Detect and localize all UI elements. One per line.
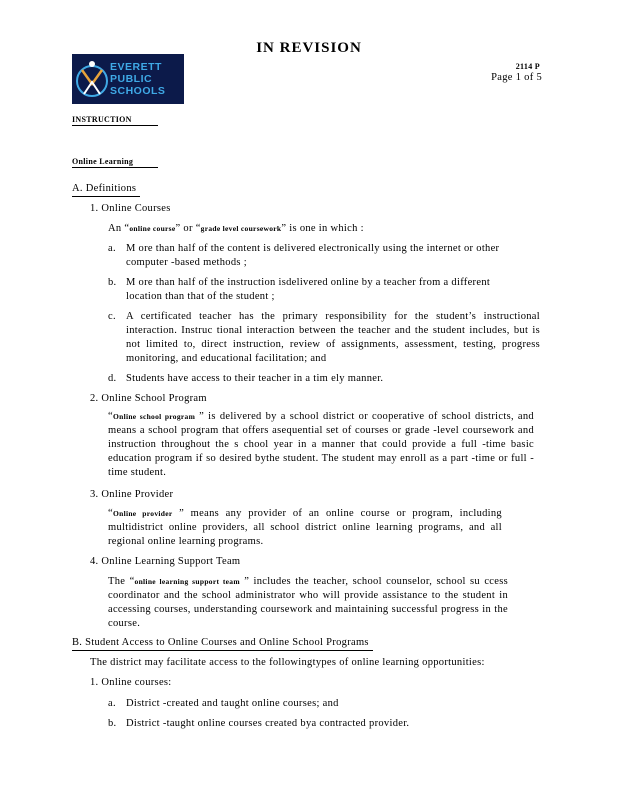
item-b-line-2: location than that of the student ; xyxy=(126,291,275,302)
item-b-a-label: a. xyxy=(108,698,116,709)
item-c-text: A certificated teacher has the primary responsibility for the student’s instructional interaction. Instruc tional interaction between the teacher and the student includes, but is not limited to, direct instruction, review of assignments, assessment, testing, progress monitoring, and educational facilitation; and xyxy=(126,311,540,364)
section-b-intro: The district may facilitate access to the followingtypes of online learning opportunities: xyxy=(90,657,485,668)
item-online-school-program-title: 2. Online School Program xyxy=(90,393,207,404)
online-provider-text: “Online provider ” means any provider of an online course or program, including multidistrict online providers, all school district online learning programs, and all regional online learning programs. xyxy=(108,508,502,547)
logo-line-1: EVERETT xyxy=(110,61,162,73)
logo-emblem-icon xyxy=(72,54,112,104)
item-support-team-title: 4. Online Learning Support Team xyxy=(90,556,241,567)
item-b-b-label: b. xyxy=(108,718,117,729)
item-d-label: d. xyxy=(108,373,117,384)
item-d-text: Students have access to their teacher in a tim ely manner. xyxy=(126,373,384,384)
item-a-line-2: computer -based methods ; xyxy=(126,257,247,268)
support-team-text: The “online learning support team ” includes the teacher, school counselor, school su ccess coordinator and the school administrator who will provide assistance to the student in accessing courses, understanding coursework and maintaining successful progress in the course. xyxy=(108,576,508,629)
logo-line-2: PUBLIC xyxy=(110,73,153,85)
item-b-b-text: District -taught online courses created bya contracted provider. xyxy=(126,718,410,729)
item-b-line-1: M ore than half of the instruction isdelivered online by a teacher from a different xyxy=(126,277,491,288)
item-online-courses-b-title: 1. Online courses: xyxy=(90,677,172,688)
item-online-courses-title: 1. Online Courses xyxy=(90,203,171,214)
policy-title: Online Learning xyxy=(72,156,158,168)
section-label: INSTRUCTION xyxy=(72,114,158,126)
section-a-heading: A. Definitions xyxy=(72,182,140,197)
section-b-heading: B. Student Access to Online Courses and Online School Programs xyxy=(72,636,373,651)
item-b-a-text: District -created and taught online courses; and xyxy=(126,698,339,709)
item-a-label: a. xyxy=(108,243,116,254)
everett-public-schools-logo xyxy=(72,54,184,104)
item-a-line-1: M ore than half of the content is delivered electronically using the internet or other xyxy=(126,243,500,254)
policy-number: 2114 P xyxy=(515,62,540,71)
logo-line-3: SCHOOLS xyxy=(110,85,166,97)
item-b-label: b. xyxy=(108,277,117,288)
item-online-provider-title: 3. Online Provider xyxy=(90,489,174,500)
online-school-program-text: “Online school program ” is delivered by a school district or cooperative of school districts, and means a school program that offers asequential set of courses or grade -level coursework and instruction throughout the s chool year in a manner that could provide a full -time basic education program if so desired bythe student. The student may enroll as a part -time or full -time student. xyxy=(108,411,534,478)
item-c-label: c. xyxy=(108,311,116,322)
document-status: IN REVISION xyxy=(256,40,362,56)
page-indicator: Page 1 of 5 xyxy=(491,72,542,83)
online-courses-intro: An “online course” or “grade level coursework” is one in which : xyxy=(108,223,364,234)
